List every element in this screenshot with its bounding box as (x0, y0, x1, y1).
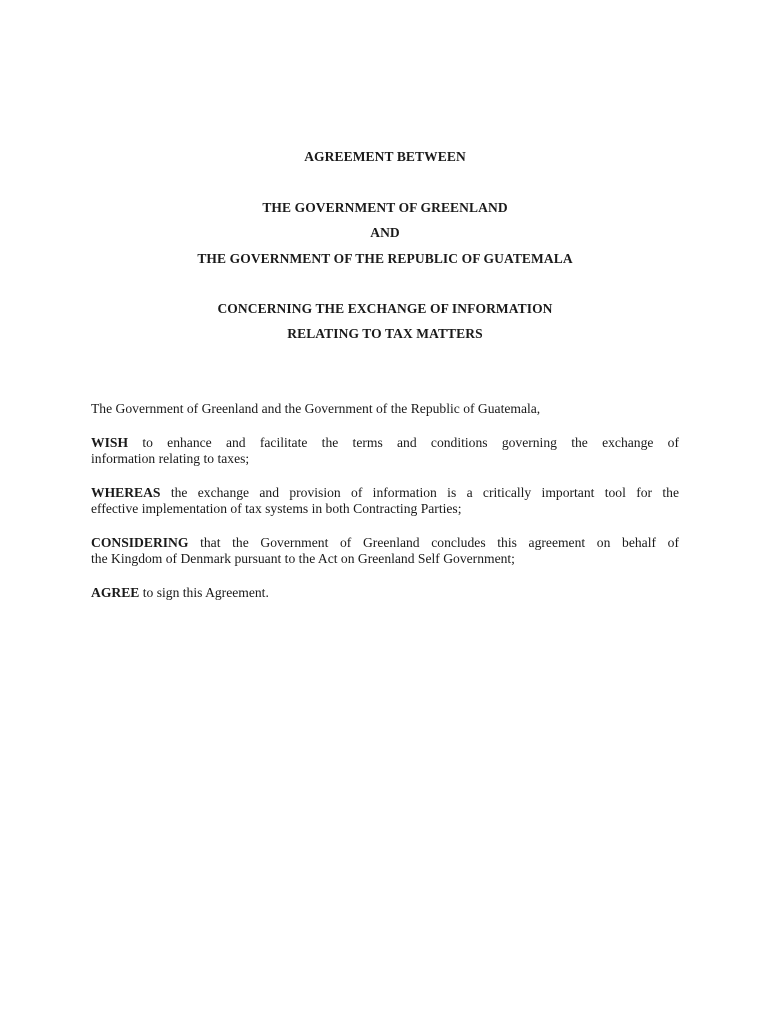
preamble-paragraph (91, 401, 679, 417)
clause-text: that the Government of Greenland concludes this agreement on behalf of (200, 535, 679, 550)
clause-keyword: AGREE (91, 585, 140, 600)
clause-agree-line-1 (91, 585, 679, 601)
clause-keyword: CONSIDERING (91, 535, 189, 550)
clause-keyword: WISH (91, 435, 129, 450)
clause-text: to sign this Agreement. (142, 585, 269, 600)
title-tax-matters: RELATING TO TAX MATTERS (287, 326, 483, 341)
clause-keyword: WHEREAS (91, 485, 161, 500)
clause-whereas (91, 485, 679, 517)
preamble-text: The Government of Greenland and the Government of the Republic of Guatemala, (91, 401, 541, 416)
title-agreement-between: AGREEMENT BETWEEN (304, 149, 466, 164)
title-government-guatemala: THE GOVERNMENT OF THE REPUBLIC OF GUATEMALA (197, 251, 573, 266)
clause-text: to enhance and facilitate the terms and conditions governing the exchange of (142, 435, 679, 450)
clause-wish-line-2: information relating to taxes; (91, 451, 250, 466)
title-government-greenland: THE GOVERNMENT OF GREENLAND (262, 200, 508, 215)
clause-wish-line-1 (91, 435, 679, 451)
title-and: AND (370, 225, 400, 240)
title-concerning: CONCERNING THE EXCHANGE OF INFORMATION (217, 301, 553, 316)
clause-agree (91, 585, 679, 601)
clause-text: the exchange and provision of information is a critically important tool for the (170, 485, 679, 500)
clause-considering-line-1 (91, 535, 679, 551)
clause-whereas-line-2: effective implementation of tax systems in both Contracting Parties; (91, 501, 462, 516)
clause-wish (91, 435, 679, 467)
clause-considering-line-2: the Kingdom of Denmark pursuant to the Act on Greenland Self Government; (91, 551, 515, 566)
clause-considering (91, 535, 679, 567)
clause-whereas-line-1 (91, 485, 679, 501)
